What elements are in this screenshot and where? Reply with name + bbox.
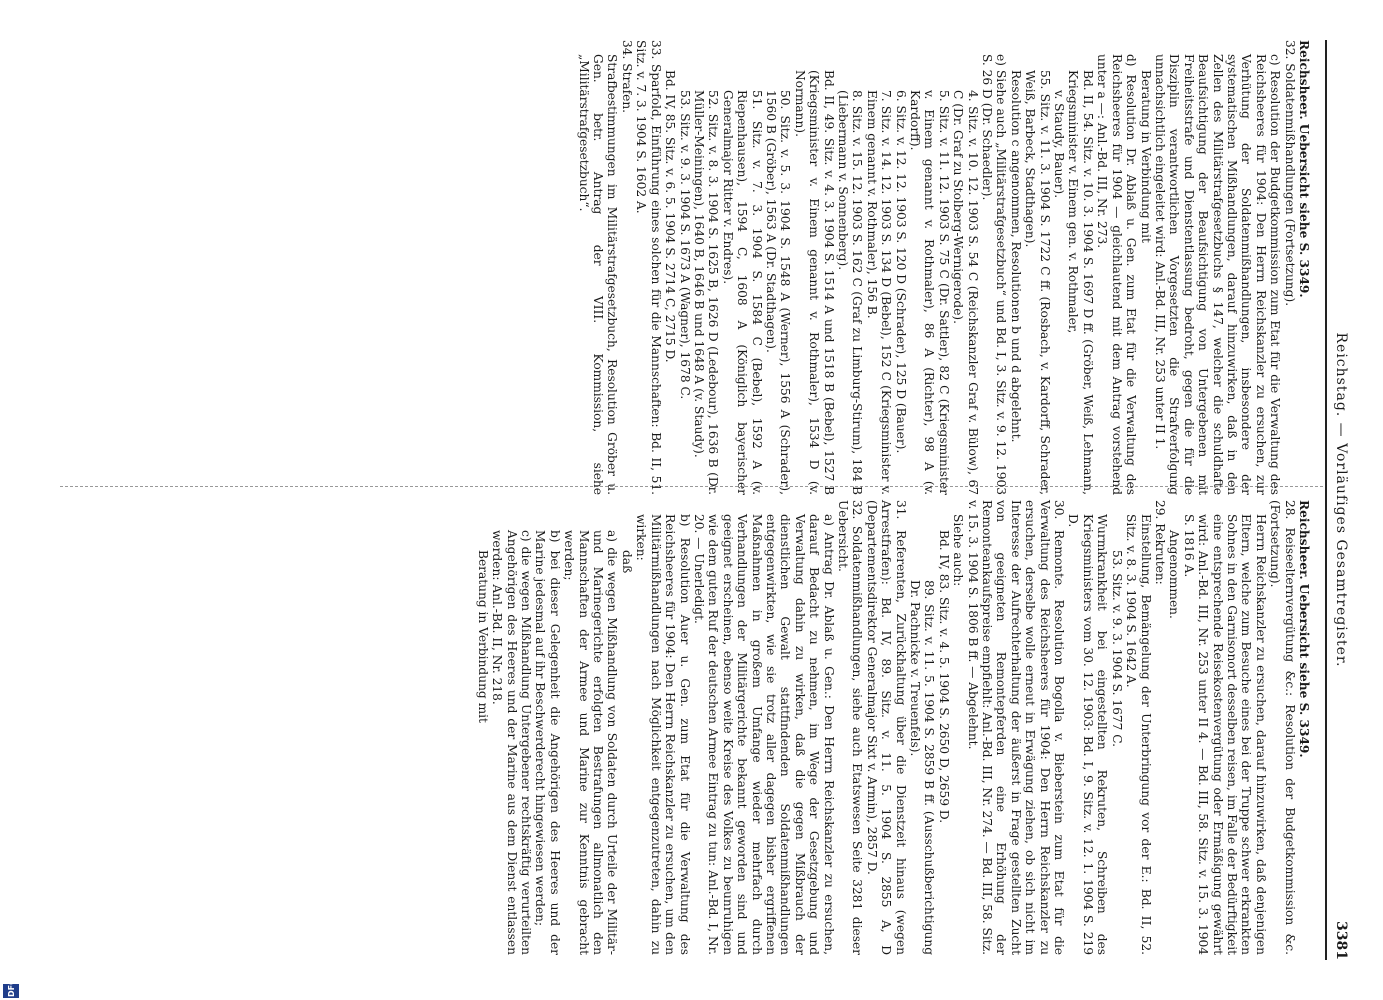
dfg-logo: [3, 980, 19, 998]
register-entry: Reichsheer. Uebersicht siehe S. 3349.: [1297, 40, 1311, 298]
register-entry: Strafbestimmungen im Militärstrafgesetzbuch, Resolution Gröber u. Gen. betr. Antrag der VIII. Kommission, siehe „Militärstrafgesetzbuch“.: [576, 54, 620, 495]
register-entry: 32. Soldatenmißhandlungen (Fortsetzung).: [1282, 40, 1297, 307]
register-entry: 31. Referenten, Zurückhaltung über die Dienstzeit hinaus (wegen Arrestfrafen): Bd. IV, 89. Sitz. v. 11. 5. 1904 S. 2855 A, D (Departementsdirektor Generalmajor Sixt v. Armin), 2857 D.: [864, 500, 908, 955]
page-header: [1325, 40, 1349, 960]
register-entry: b) Resolution Auer u. Gen. zum Etat für die Verwaltung des Reichsheeres für 1904: Den Herrn Reichskanzler zu ersuchen, um den Militärmißhandlungen nach Möglichkeit entgegenzutreten, dahin zu wirken:: [634, 514, 692, 955]
register-entry: Resolution c angenommen, Resolutionen b und d abgelehnt.: [1008, 70, 1023, 443]
register-entry: 4. Sitz. v. 10. 12. 1903 S. 54 C (Reichskanzler Graf v. Bülow), 67 C (Dr. Graf zu Stolberg-Wernigerode).: [951, 90, 980, 495]
register-entry: Wurmkrankheit bei eingestellten Rekruten, Schreiben des Kriegsministers vom 30. 12. 1903: Bd. I, 9. Sitz. v. 12. 1. 1904 S. 219 D.: [1066, 514, 1110, 955]
register-entry: 30. Remonte. Resolution Bogolla v. Bieberstein zum Etat für die Verwaltung des Reichsheeres für 1904: Den Herrn Reichskanzler zu ersuchen, derselbe wolle erneut in Erwägung ziehen, ob sich nicht im Interesse der Aufrechterhaltung der äußerst in Frage gestellten Zucht von geeigneten Remontepferden eine Erhöhung der Remonteankaufspreise empfiehlt: Anl.-Bd. III, Nr. 274. — Bd. III, 58. Sitz. v. 15. 3. 1904 S. 1806 B ff. — Abgelehnt.: [965, 500, 1067, 955]
register-entry: Beratung in Verbindung mit: [1138, 70, 1153, 243]
left-column: [44, 500, 1311, 955]
register-entry: Angenommen.: [1167, 530, 1182, 619]
register-entry: daß: [619, 550, 634, 574]
dfg-logo-text: DFG: [7, 980, 16, 997]
register-entry: Siehe auch:: [951, 514, 966, 587]
register-entry: 51. Sitz. v. 7. 3. 1904 S. 1584 C (Bebel), 1592 A (v. Riepenhausen), 1594 C, 1608 A (Königlich bayerischer Generalmajor Ritter v. Endres).: [720, 90, 764, 495]
register-entry: 29. Rekruten:: [1152, 500, 1167, 585]
register-entry: c) Resolution der Budgetkommission zum Etat für die Verwaltung des Reichsheeres für 1904: Den Herrn Reichskanzler zu ersuchen, zur Verhütung der Soldatenmißhandlungen, insbesondere der systematischen Mißhandlungen, darauf hinzuwirken, daß in den Zellen des Militärstrafgesetzbuchs § 147, welcher die schuldhafte Beaufsichtigung der Beaufsichtigung von Untergebenen mit Freiheitsstrafe und Dienstentlassung bedroht, gegen die für die Disziplin verantwortlichen Vorgesetzten die Strafverfolgung unnachsichtlich eingeleitet wird: Anl.-Bd. III, Nr. 253 unter II 1.: [1152, 54, 1283, 495]
register-entry: Bd. II, 54. Sitz. v. 10. 3. 1904 S. 1697 D ff. (Gröber, Weiß, Lehmann, Kriegsminister v. Einem gen. v. Rothmaler,: [1066, 70, 1095, 495]
register-entry: 28. Reiseelternvergütung &c.: Resolution der Budgetkommission &c. (Fortsetzung).: [1268, 500, 1297, 955]
register-entry: 89. Sitz. v. 11. 5. 1904 S. 2859 B ff. (Ausschußberichtigung Dr. Pachnicke v. Treuenfels).: [908, 580, 937, 955]
page-number: 3381: [1333, 921, 1349, 960]
register-entry: 33. Sparfold, Einführung eines solchen für die Mannschaften: Bd. II, 51. Sitz. v. 7. 3. 1904 S. 1602 A.: [634, 40, 663, 495]
register-entry: a) Antrag Dr. Ablaß u. Gen.: Den Herrn Reichskanzler zu ersuchen, darauf Bedacht zu nehmen, im Wege der Gesetzgebung und Verwaltung dahin zu wirken, daß die gegen Mißbrauch der dienstlichen Gewalt stattfindenden Soldatenmißhandlungen entgegenwirkten, wie sie trotz aller dagegen bisher ergriffenen Maßnahmen in großem Umfange wieder mehrfach durch Verhandlungen der Militärgerichte bekannt geworden sind und geeignet erscheinen, ebenso weite Kreise des Volkes zu beunruhigen wie dem guten Ruf der deutschen Armee Eintrag zu tun: Anl.-Bd. I, Nr. 20. — Unerledigt.: [691, 514, 836, 955]
register-entry: Bd. II, 49. Sitz. v. 4. 3. 1904 S. 1514 A und 1518 B (Bebel), 1527 B (Kriegsminister v. Einem genannt v. Rothmaler), 1534 D (v. Normann).: [792, 70, 836, 495]
footer-svg: [0, 980, 1383, 1000]
register-entry: Reichsheer. Uebersicht siehe S. 3349.: [1297, 500, 1311, 758]
register-entry: 8. Sitz. v. 15. 12. 1903 S. 162 C (Graf zu Limburg-Stirum), 184 B (Liebermann v. Sonnenberg).: [836, 90, 865, 495]
register-entry: d) Resolution Dr. Ablaß u. Gen. zum Etat für die Verwaltung des Reichsheeres für 1904 — gleichlautend mit dem Antrag vorstehend unter a —: Anl.-Bd. III, Nr. 273.: [1095, 54, 1139, 495]
register-entry: 53. Sitz. v. 9. 3. 1904 S. 1677 C.: [1109, 550, 1124, 747]
register-entry: 32. Soldatenmißhandlungen, siehe auch Etatswesen Seite 3281 dieser Uebersicht.: [836, 500, 865, 955]
register-entry: Bd. IV, 85. Sitz. v. 6. 5. 1904 S. 2714 C, 2715 D.: [663, 70, 678, 363]
register-entry: 6. Sitz. v. 12. 12. 1903 S. 120 D (Schrader), 125 D (Bauer).: [893, 90, 908, 454]
register-entry: 34. Strafen.: [619, 40, 634, 114]
register-entry: e) Siehe auch „Militärstrafgesetzbuch“ und Bd. I, 3. Sitz. v. 9. 12. 1903 S. 26 D (Dr. Schaedler).: [980, 54, 1009, 495]
register-entry: Beratung in Verbindung mit: [475, 550, 490, 723]
register-entry: 50. Sitz. v. 5. 3. 1904 S. 1548 A (Werner), 1556 A (Schrader), 1560 B (Gröber), 1563 A (Dr. Stadthagen).: [763, 90, 793, 495]
register-entry: 5. Sitz. v. 11. 12. 1903 S. 75 C (Dr. Sattler), 82 C (Kriegsminister v. Einem genannt v. Rothmaler), 86 A (Richter), 98 A (v. Kardorff).: [908, 90, 951, 495]
register-entry: b) bei dieser Gelegenheit die Angehörigen des Heeres und der Marine jedesmal auf ihr Beschwerderecht hingewiesen werden;: [533, 530, 562, 955]
register-entry: c) die wegen Mißhandlung Untergebener rechtskräftig verurteilten Angehörigen des Heeres und der Marine aus dem Dienst entlassen werden: Anl.-Bd. II, Nr. 218.: [490, 530, 534, 955]
register-entry: Herrn Reichskanzler zu ersuchen, darauf hinzuwirken, daß denjenigen Eltern, welche zum Besuche eines bei der Truppe schwer erkrankten Sohnes in den Garnisonort desselben reisen, im Falle der Bedürftigkeit eine entsprechende Reisekostenvergütung oder Ermäßigung gewährt wird: Anl.-Bd. III, Nr. 253 unter II 4. — Bd. III, 58. Sitz. v. 15. 3. 1904 S. 1816 A.: [1181, 514, 1268, 955]
running-title: Reichstag. — Vorläufiges Gesamtregister.: [1333, 332, 1349, 668]
register-entry: 55. Sitz. v. 11. 3. 1904 S. 1722 C ff. (Rosbach, v. Kardorff, Schrader, Weiß, Barbeck, Stadthagen).: [1023, 70, 1052, 495]
register-entry: 7. Sitz. v. 14. 12. 1903 S. 134 D (Bebel), 152 C (Kriegsminister v. Einem genannt v. Rothmaler), 156 B.: [864, 90, 894, 495]
right-column: [44, 40, 1311, 495]
register-entry: 52. Sitz. v. 8. 3. 1904 S. 1625 B, 1626 D (Ledebour), 1636 B (Dr. Müller-Meiningen), 1640 B, 1646 B und 1648 A (v. Staudy).: [691, 90, 721, 495]
register-entry: a) die wegen Mißhandlung von Soldaten durch Urteile der Militär- und Marinegerichte erfolgten Bestrafungen allmonatlich den Mannschaften der Armee und Marine zur Kenntnis gebracht werden;: [562, 530, 620, 955]
register-entry: v. Staudy, Bauer).: [1052, 90, 1067, 199]
funding-footer: [0, 980, 1383, 1000]
register-entry: Bd. IV, 83. Sitz. v. 4. 5. 1904 S. 2650 D, 2659 D.: [936, 530, 951, 824]
register-entry: 53. Sitz. v. 9. 3. 1904 S. 1673 A (Wagner), 1678 C.: [677, 90, 692, 400]
register-entry: Einstellung, Bemängelung der Unterbringung vor der E.: Bd. II, 52. Sitz. v. 8. 3. 1904 S. 1642 A.: [1124, 514, 1153, 955]
